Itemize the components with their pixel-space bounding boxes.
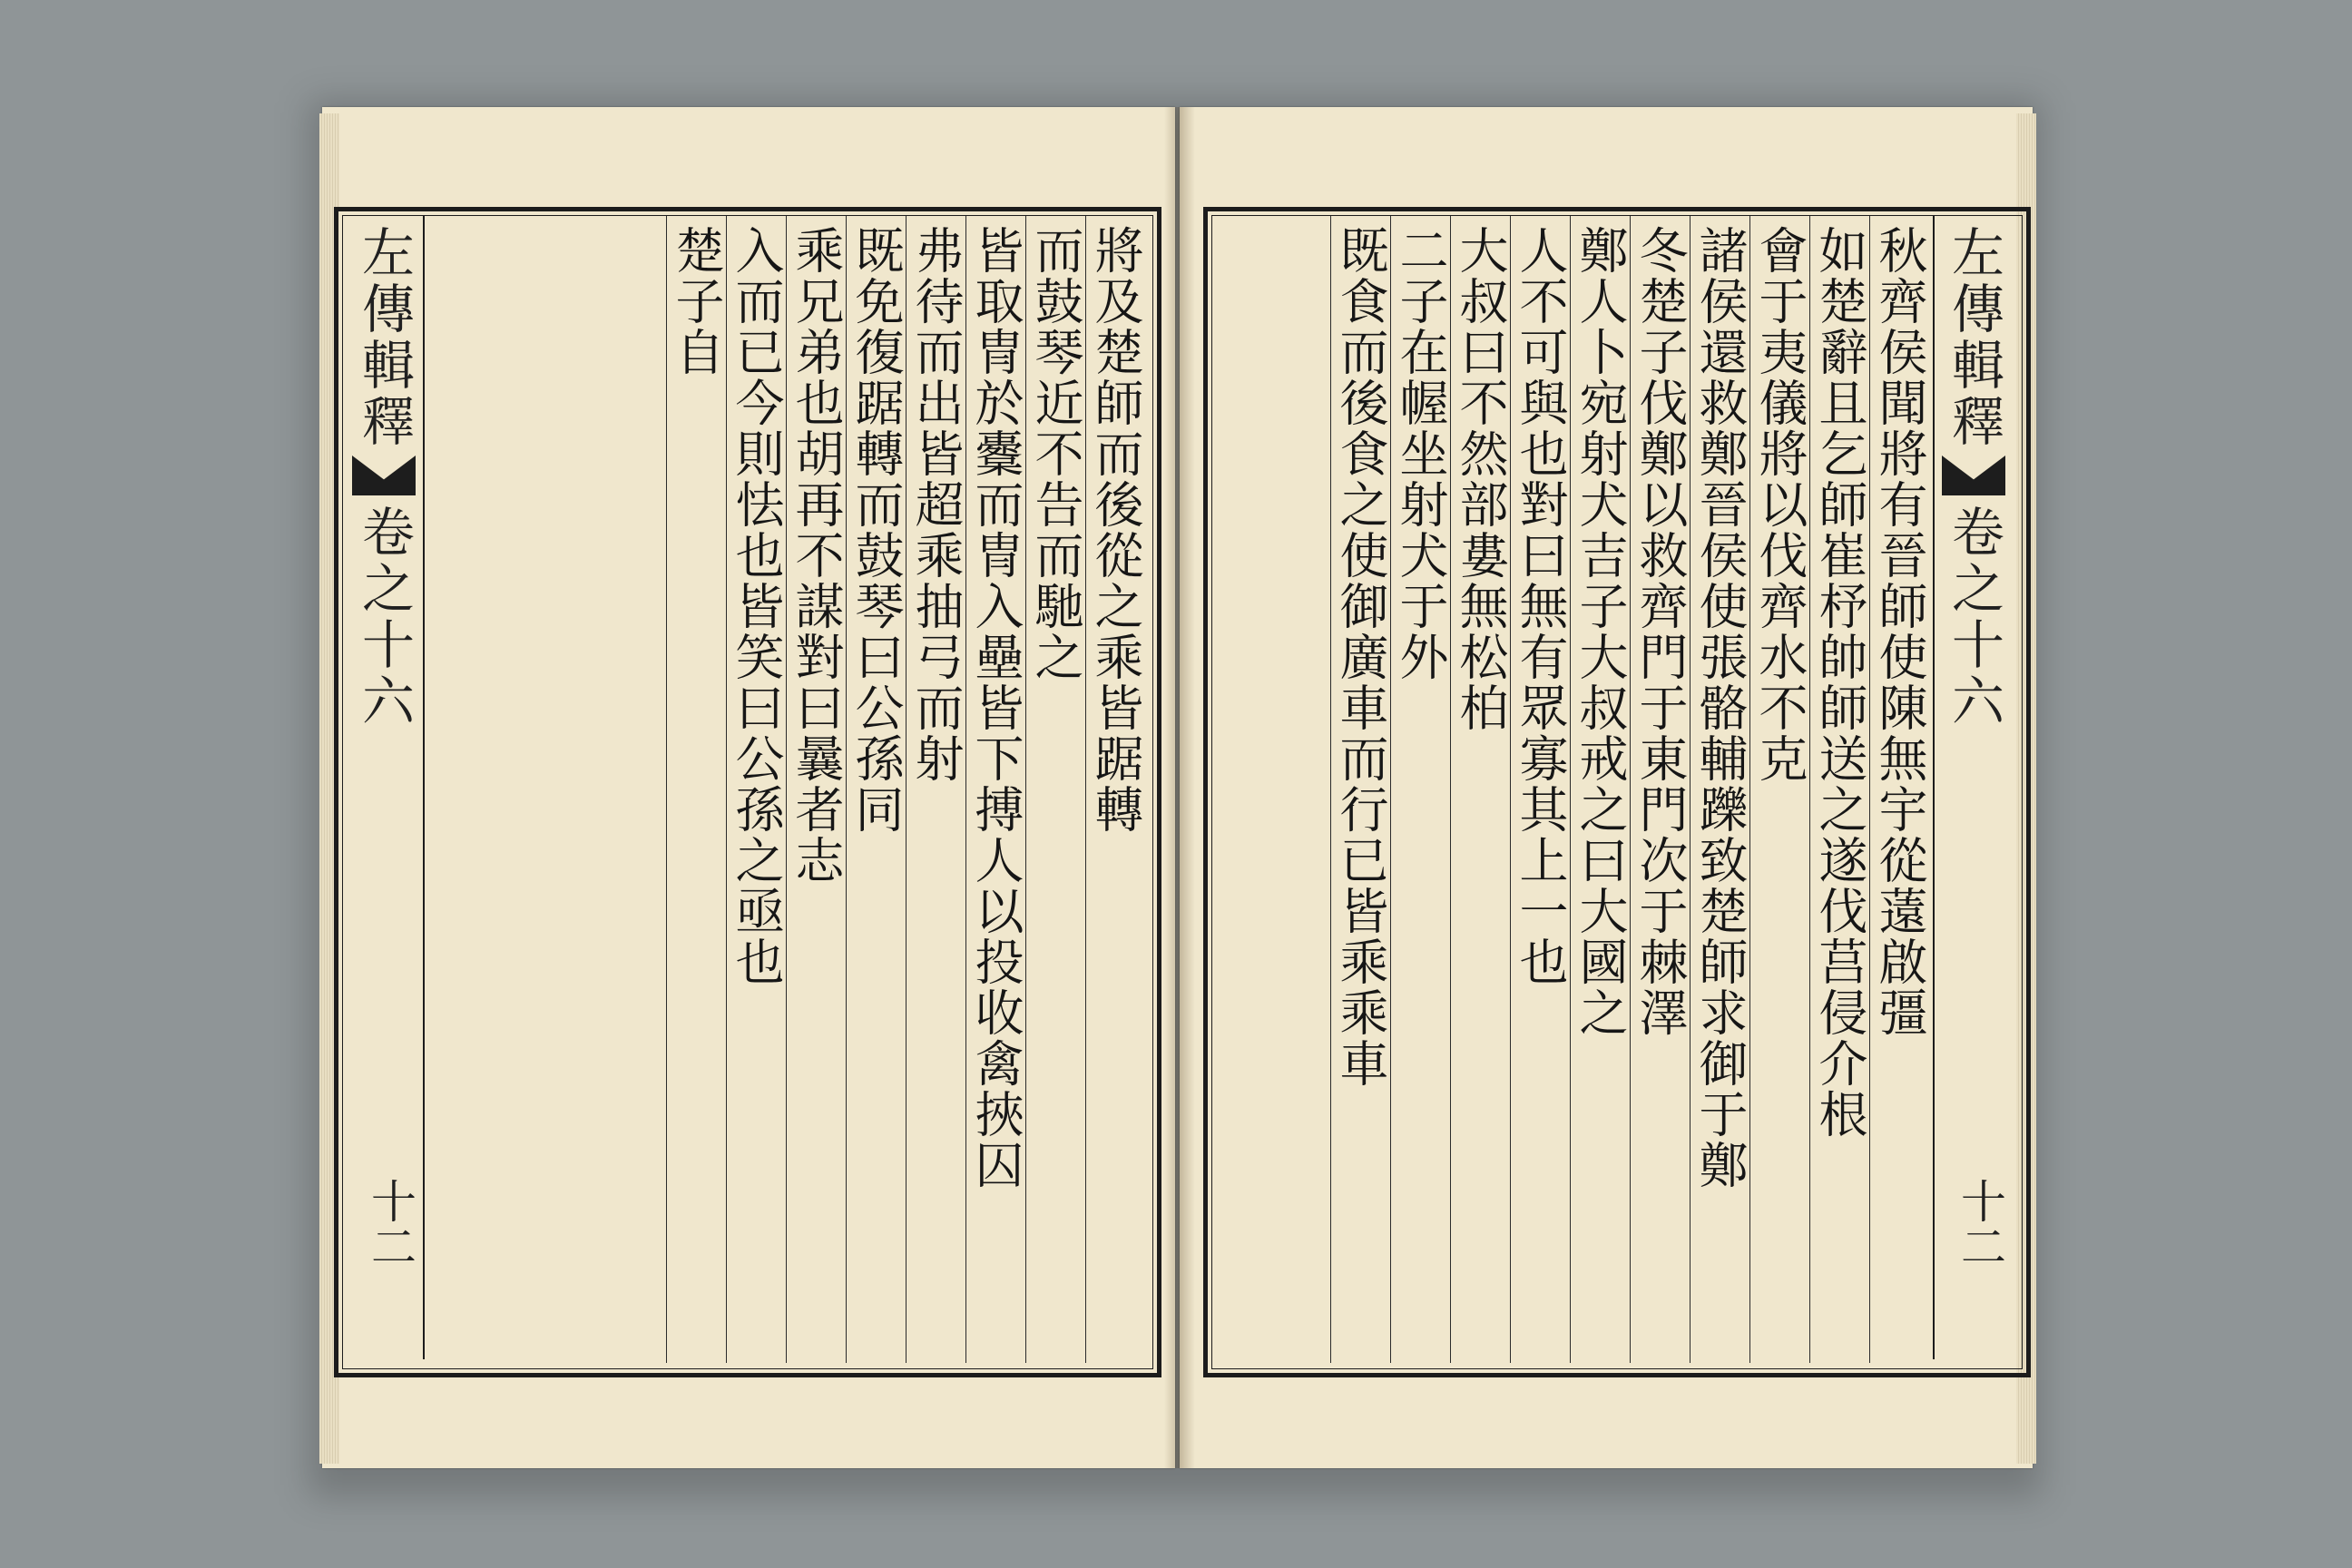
fish-tail-ornament-icon <box>1942 456 2005 495</box>
text-column: 會于夷儀將以伐齊水不克 <box>1749 216 1809 1363</box>
text-column: 既食而後食之使御廣車而行已皆乘乘車 <box>1330 216 1390 1363</box>
text-column: 諸侯還救鄭晉侯使張骼輔躒致楚師求御于鄭 <box>1690 216 1749 1363</box>
right-volume-label: 卷之十六 <box>1943 505 2004 730</box>
left-margin-title: 左傳輯釋 <box>353 225 415 450</box>
text-column: 鄭人卜宛射犬吉子大叔戒之曰大國之 <box>1570 216 1630 1363</box>
text-column: 弗待而出皆超乘抽弓而射 <box>906 216 965 1363</box>
right-page-text <box>1216 216 1929 1363</box>
fish-tail-ornament-icon <box>352 456 416 495</box>
text-column: 秋齊侯聞將有晉師使陳無宇從薳啟彊 <box>1869 216 1929 1363</box>
book-gutter <box>1164 107 1195 1468</box>
text-column: 人不可與也對曰無有眾寡其上一也 <box>1510 216 1570 1363</box>
text-column: 乘兄弟也胡再不謀對曰曩者志 <box>786 216 846 1363</box>
text-column: 冬楚子伐鄭以救齊門于東門次于棘澤 <box>1630 216 1690 1363</box>
text-column: 入而已今則怯也皆笑曰公孫之亟也 <box>726 216 786 1363</box>
right-margin-title: 左傳輯釋 <box>1943 225 2004 450</box>
text-column: 大叔曰不然部婁無松柏 <box>1450 216 1510 1363</box>
text-column: 將及楚師而後從之乘皆踞轉 <box>1085 216 1145 1363</box>
left-page-text <box>426 216 1145 1363</box>
right-page-number: 十二 <box>1954 1178 2006 1269</box>
text-column: 既免復踞轉而鼓琴曰公孫同 <box>846 216 906 1363</box>
text-column: 二子在幄坐射犬于外 <box>1390 216 1450 1363</box>
text-column: 如楚辭且乞師崔杼帥師送之遂伐莒侵介根 <box>1809 216 1869 1363</box>
left-page-number: 十二 <box>364 1178 416 1269</box>
left-volume-label: 卷之十六 <box>353 505 415 730</box>
right-margin-column <box>1933 216 2013 1359</box>
text-column: 楚子自 <box>666 216 726 1363</box>
text-column: 皆取冑於櫜而冑入壘皆下搏人以投收禽挾囚 <box>965 216 1025 1363</box>
text-column: 而鼓琴近不告而馳之 <box>1025 216 1085 1363</box>
left-margin-column <box>345 216 425 1359</box>
